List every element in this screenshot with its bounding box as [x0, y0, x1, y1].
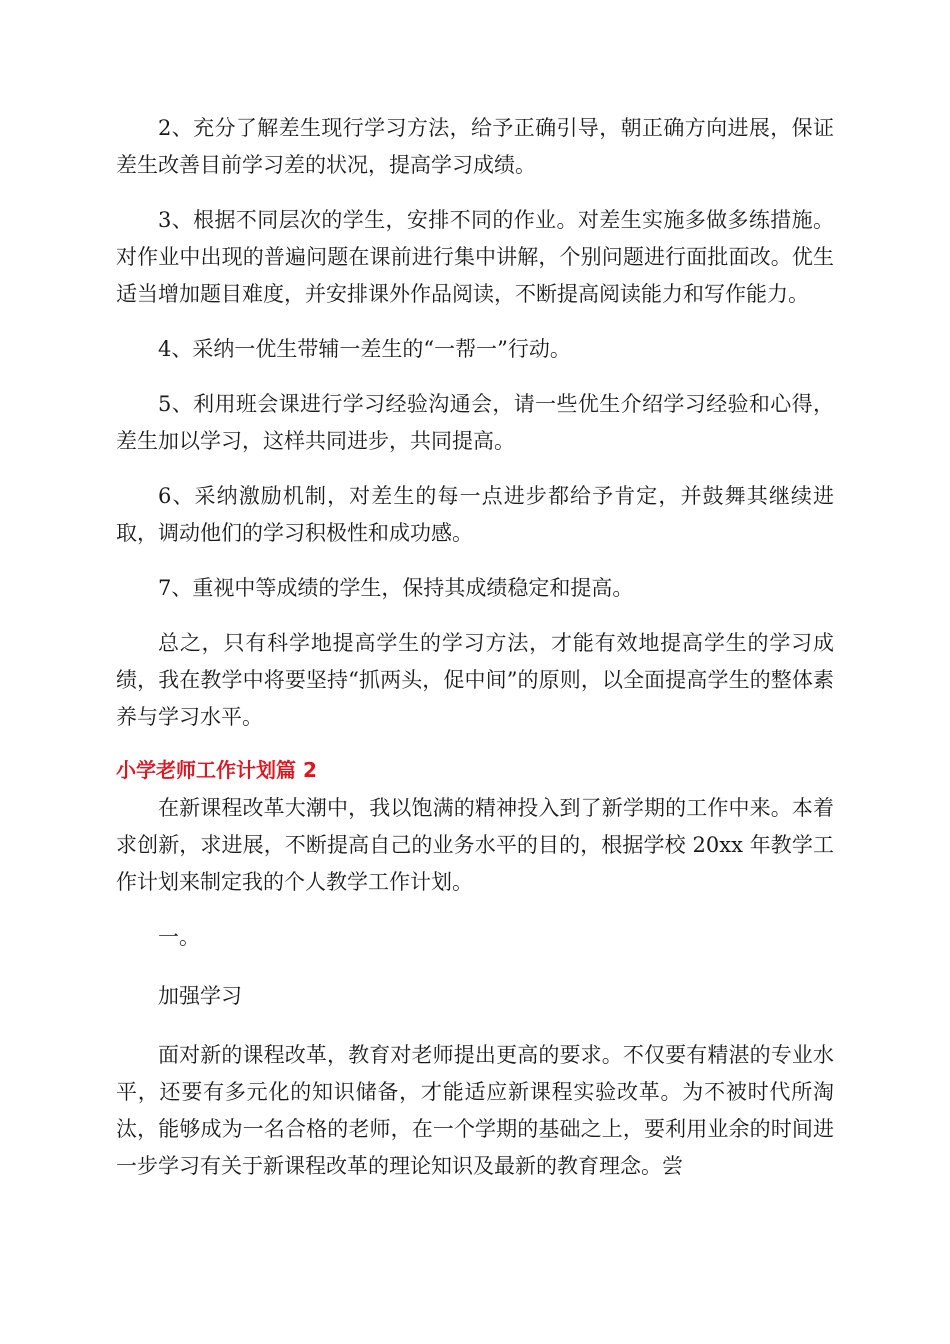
item-number: 一。 [158, 925, 200, 949]
item-title: 加强学习 [158, 984, 242, 1008]
paragraph-learning: 面对新的课程改革，教育对老师提出更高的要求。不仅要有精湛的专业水平，还要有多元化的知识储备，才能适应新课程实验改革。为不被时代所淘汰，能够成为一名合格的老师，在一个学期的基础之上，要利用业余的时间进一步学习有关于新课程改革的理论知识及最新的教育理念。尝 [116, 1043, 834, 1178]
paragraph-item-4: 4、采纳一优生带辅一差生的“一帮一”行动。 [158, 337, 571, 361]
paragraph-item-5: 5、利用班会课进行学习经验沟通会，请一些优生介绍学习经验和心得，差生加以学习，这样共同进步，共同提高。 [116, 392, 834, 453]
paragraph-item-3: 3、根据不同层次的学生，安排不同的作业。对差生实施多做多练措施。对作业中出现的普遍问题在课前进行集中讲解，个别问题进行面批面改。优生适当增加题目难度，并安排课外作品阅读，不断提高阅读能力和写作能力。 [116, 208, 834, 306]
paragraph-item-2: 2、充分了解差生现行学习方法，给予正确引导，朝正确方向进展，保证差生改善目前学习差的状况，提高学习成绩。 [116, 116, 834, 177]
paragraph-intro: 在新课程改革大潮中，我以饱满的精神投入到了新学期的工作中来。本着求创新，求进展，不断提高自己的业务水平的目的，根据学校 20xx 年教学工作计划来制定我的个人教学工作计划。 [116, 796, 834, 894]
paragraph-item-7: 7、重视中等成绩的学生，保持其成绩稳定和提高。 [158, 576, 634, 600]
section-heading: 小学老师工作计划篇 2 [116, 758, 317, 782]
paragraph-summary: 总之，只有科学地提高学生的学习方法，才能有效地提高学生的学习成绩，我在教学中将要坚持“抓两头，促中间”的原则，以全面提高学生的整体素养与学习水平。 [116, 631, 834, 729]
document-body [116, 110, 834, 1203]
paragraph-item-6: 6、采纳激励机制，对差生的每一点进步都给予肯定，并鼓舞其继续进取，调动他们的学习积极性和成功感。 [116, 484, 834, 545]
